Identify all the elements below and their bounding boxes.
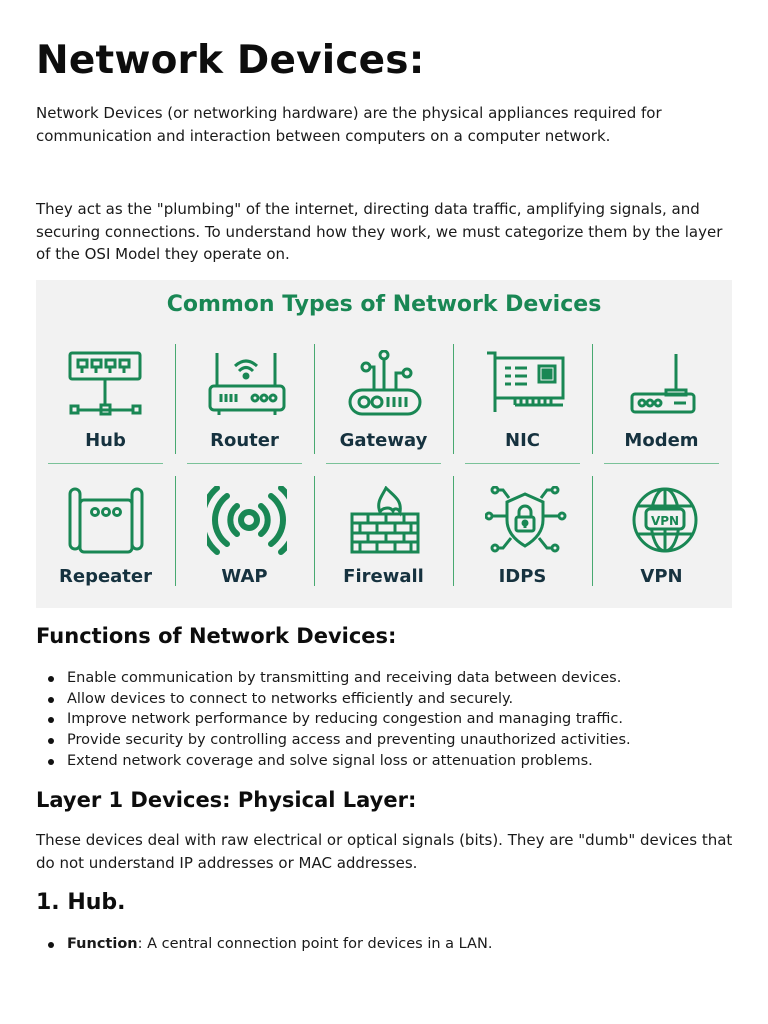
list-item-text: Extend network coverage and solve signal loss or attenuation problems. bbox=[67, 752, 593, 769]
bullet-icon bbox=[48, 697, 54, 703]
device-firewall bbox=[314, 486, 453, 616]
bullet-icon bbox=[48, 717, 54, 723]
hub-list bbox=[36, 934, 492, 955]
device-label: Hub bbox=[85, 430, 126, 451]
functions-heading: Functions of Network Devices: bbox=[36, 624, 397, 648]
device-hub bbox=[36, 350, 175, 480]
device-label: NIC bbox=[505, 430, 540, 451]
bullet-icon bbox=[48, 676, 54, 682]
network-devices-infographic bbox=[36, 280, 732, 608]
hub-icon bbox=[68, 350, 144, 420]
list-item-text: : A central connection point for devices in a LAN. bbox=[137, 936, 493, 952]
device-nic bbox=[453, 350, 592, 480]
device-label: Firewall bbox=[343, 566, 424, 587]
idps-icon bbox=[485, 486, 569, 556]
device-router bbox=[175, 350, 314, 480]
device-label: Modem bbox=[624, 430, 699, 451]
list-item bbox=[36, 730, 631, 751]
gateway-icon bbox=[346, 350, 426, 420]
device-gateway bbox=[314, 350, 453, 480]
list-item bbox=[36, 709, 631, 730]
device-label: WAP bbox=[221, 566, 268, 587]
layer1-heading: Layer 1 Devices: Physical Layer: bbox=[36, 788, 417, 812]
list-item-text: Enable communication by transmitting and receiving data between devices. bbox=[67, 670, 622, 686]
firewall-icon bbox=[346, 486, 426, 556]
device-label: Router bbox=[210, 430, 279, 451]
list-item bbox=[36, 751, 631, 772]
vpn-icon-text: VPN bbox=[650, 514, 680, 528]
nic-icon bbox=[485, 350, 567, 420]
list-item-text: Allow devices to connect to networks efficiently and securely. bbox=[67, 690, 514, 707]
vpn-icon bbox=[624, 486, 704, 556]
term-label: Function bbox=[67, 936, 138, 952]
router-icon bbox=[207, 350, 287, 420]
purpose-paragraph: They act as the "plumbing" of the internet, directing data traffic, amplifying signals, and securing connections. To understand how they work, we must categorize them by the layer of the OSI Model they operate on. bbox=[36, 200, 723, 263]
device-vpn bbox=[592, 486, 731, 616]
list-item bbox=[36, 934, 492, 955]
hub-heading: 1. Hub. bbox=[36, 890, 126, 915]
device-repeater bbox=[36, 486, 175, 616]
device-idps bbox=[453, 486, 592, 616]
bullet-icon bbox=[48, 942, 54, 948]
wap-icon bbox=[207, 486, 287, 556]
device-label: Repeater bbox=[59, 566, 152, 587]
device-label: Gateway bbox=[339, 430, 428, 451]
modem-icon bbox=[624, 350, 704, 420]
list-item-text: Provide security by controlling access and preventing unauthorized activities. bbox=[67, 732, 631, 749]
layer1-description: These devices deal with raw electrical or optical signals (bits). They are "dumb" devices that do not understand IP addresses or MAC addresses. bbox=[36, 831, 733, 872]
device-label: IDPS bbox=[498, 566, 547, 587]
repeater-icon bbox=[68, 486, 148, 556]
functions-list bbox=[36, 668, 631, 772]
list-item bbox=[36, 689, 631, 710]
bullet-icon bbox=[48, 738, 54, 744]
page-title: Network Devices: bbox=[36, 38, 425, 83]
device-label: VPN bbox=[640, 566, 683, 587]
bullet-icon bbox=[48, 759, 54, 765]
intro-paragraph: Network Devices (or networking hardware) are the physical appliances required for communication and interaction between computers on a computer network. bbox=[36, 104, 662, 145]
list-item-text: Improve network performance by reducing congestion and managing traffic. bbox=[67, 711, 623, 728]
infographic-title: Common Types of Network Devices bbox=[166, 292, 602, 317]
device-wap bbox=[175, 486, 314, 616]
list-item bbox=[36, 668, 631, 689]
device-modem bbox=[592, 350, 731, 480]
